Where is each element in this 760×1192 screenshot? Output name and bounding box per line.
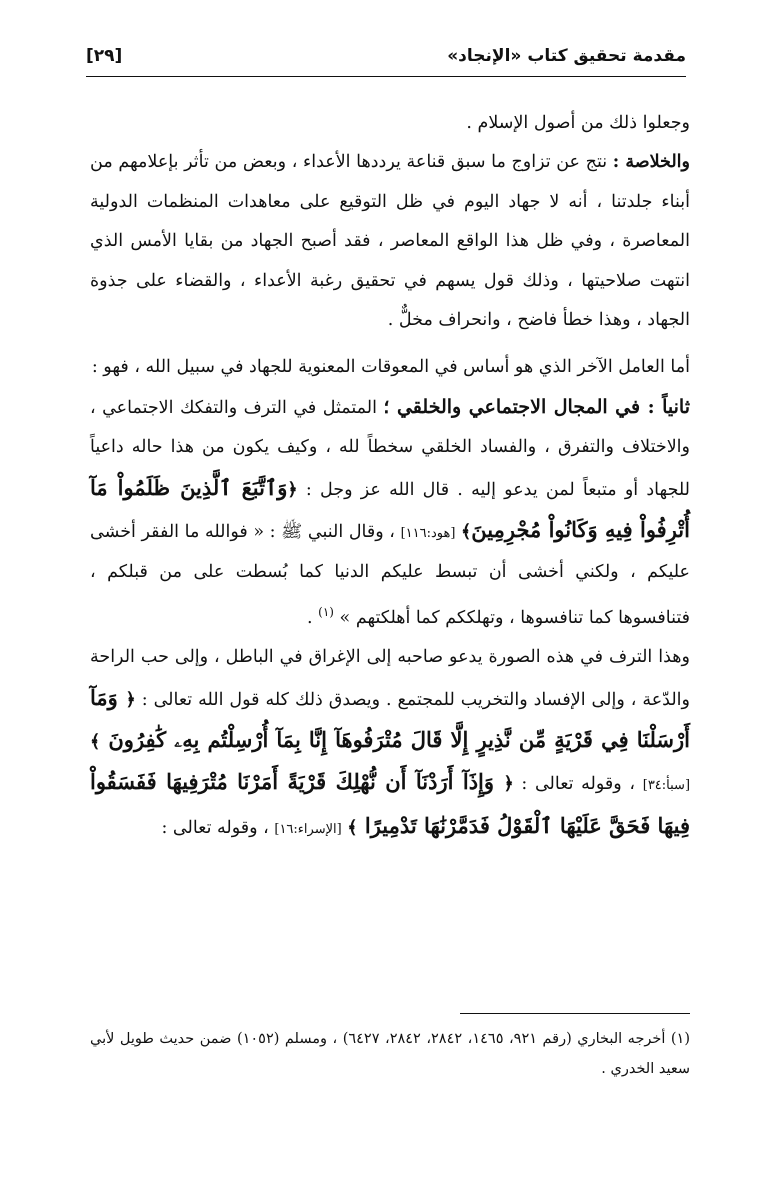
paragraph-5-end: ، وقوله تعالى : — [161, 817, 275, 838]
quran-open-bracket: ﴿ — [125, 689, 136, 710]
header-divider — [86, 76, 686, 77]
running-title: مقدمة تحقيق كتاب «الإنجاد» — [447, 46, 686, 66]
paragraph-2 — [90, 143, 690, 340]
footnote-divider — [460, 1013, 690, 1014]
quran-open-bracket: ﴿ — [503, 774, 514, 795]
quran-open-bracket: ﴿ — [287, 479, 298, 500]
quran-close-bracket: ﴾ — [347, 817, 358, 838]
paragraph-5-text: وهذا الترف في هذه الصورة يدعو صاحبه إلى الإغراق في الباطل ، وإلى حب الراحة والدّعة ، وإلى الإفساد والتخريب للمجتمع . ويصدق ذلك كله قول الله تعالى : — [90, 647, 690, 710]
verse-reference-isra: [الإسراء:١٦] — [274, 821, 342, 837]
paragraph-4-end: . — [307, 607, 319, 628]
main-text — [90, 104, 690, 849]
page-header — [86, 36, 686, 76]
quran-close-bracket: ﴾ — [461, 522, 472, 543]
summary-lead: والخلاصة : — [612, 152, 690, 173]
footnote-marker[interactable]: (١) — [318, 604, 334, 619]
paragraph-4-text-b: ، وقال النبي ﷺ : « فوالله ما الفقر أخشى عليكم ، ولكني أخشى أن تبسط عليكم الدنيا كما بُسطت على من قبلكم ، فتنافسوها كما تنافسوها ، وتهلككم كما أهلكتهم » — [90, 522, 690, 628]
quran-verse-hud: وَٱتَّبَعَ ٱلَّذِينَ ظَلَمُواْ مَآ أُتْرِفُواْ فِيهِ وَكَانُواْ مُجْرِمِينَ — [90, 474, 690, 543]
paragraph-2-text: نتج عن تزاوج ما سبق قناعة يرددها الأعداء ، وبعض من تأثر بإعلامهم من أبناء جلدتنا ، أنه لا جهاد اليوم في ظل التوقيع على معاهدات المنظمات الدولية المعاصرة ، وفي ظل هذا الواقع المعاصر ، فقد أصبح الجهاد من بقايا الأمس الذي انتهت صلاحيتها ، وذلك قول يسهم في تحقيق رغبة الأعداء ، والقضاء على جذوة الجهاد ، وهذا خطأ فاضح ، وانحراف مخلٌّ . — [90, 152, 690, 331]
paragraph-4-text-a: المتمثل في الترف والتفكك الاجتماعي ، والاختلاف والتفرق ، والفساد الخلقي سخطاً لله ، وكيف يكون من هذا حاله داعياً للجهاد أو متبعاً لمن يدعو إليه . قال الله عز وجل : — [90, 397, 690, 500]
quran-close-bracket: ﴾ — [90, 731, 101, 752]
quran-verse-saba: وَمَآ أَرْسَلْنَا فِي قَرْيَةٍ مِّن نَّذِيرٍ إِلَّا قَالَ مُتْرَفُوهَآ إِنَّا بِمَآ أُرْسِلْتُم بِهِۦ كَٰفِرُونَ — [90, 684, 690, 752]
paragraph-1-text: وجعلوا ذلك من أصول الإسلام . — [466, 113, 690, 133]
paragraph-5 — [90, 638, 690, 849]
verse-reference-hud: [هود:١١٦] — [400, 526, 456, 542]
paragraph-3 — [90, 348, 690, 387]
footnotes — [90, 1024, 690, 1084]
quran-verse-isra: وَإِذَآ أَرَدْنَآ أَن نُّهْلِكَ قَرْيَةً أَمَرْنَا مُتْرَفِيهَا فَفَسَقُواْ فِيهَا فَحَقَّ عَلَيْهَا ٱلْقَوْلُ فَدَمَّرْنَٰهَا تَدْمِيرًا — [90, 769, 690, 838]
page-number: [٢٩] — [86, 46, 123, 66]
paragraph-1 — [90, 104, 690, 143]
section-heading-second: ثانياً : في المجال الاجتماعي والخلقي ؛ — [383, 395, 690, 418]
verse-reference-saba: [سبأ:٣٤] — [642, 778, 691, 794]
footnote-1: (١) أخرجه البخاري (رقم ٩٢١، ١٤٦٥، ٢٨٤٢، ٢٨٤٢، ٦٤٢٧) ، ومسلم (١٠٥٢) ضمن حديث طويل لأبي سعيد الخدري . — [90, 1031, 691, 1077]
paragraph-4 — [90, 388, 690, 638]
paragraph-3-text: أما العامل الآخر الذي هو أساس في المعوقات المعنوية للجهاد في سبيل الله ، فهو : — [91, 357, 690, 378]
paragraph-5-mid: ، وقوله تعالى : — [513, 774, 643, 795]
